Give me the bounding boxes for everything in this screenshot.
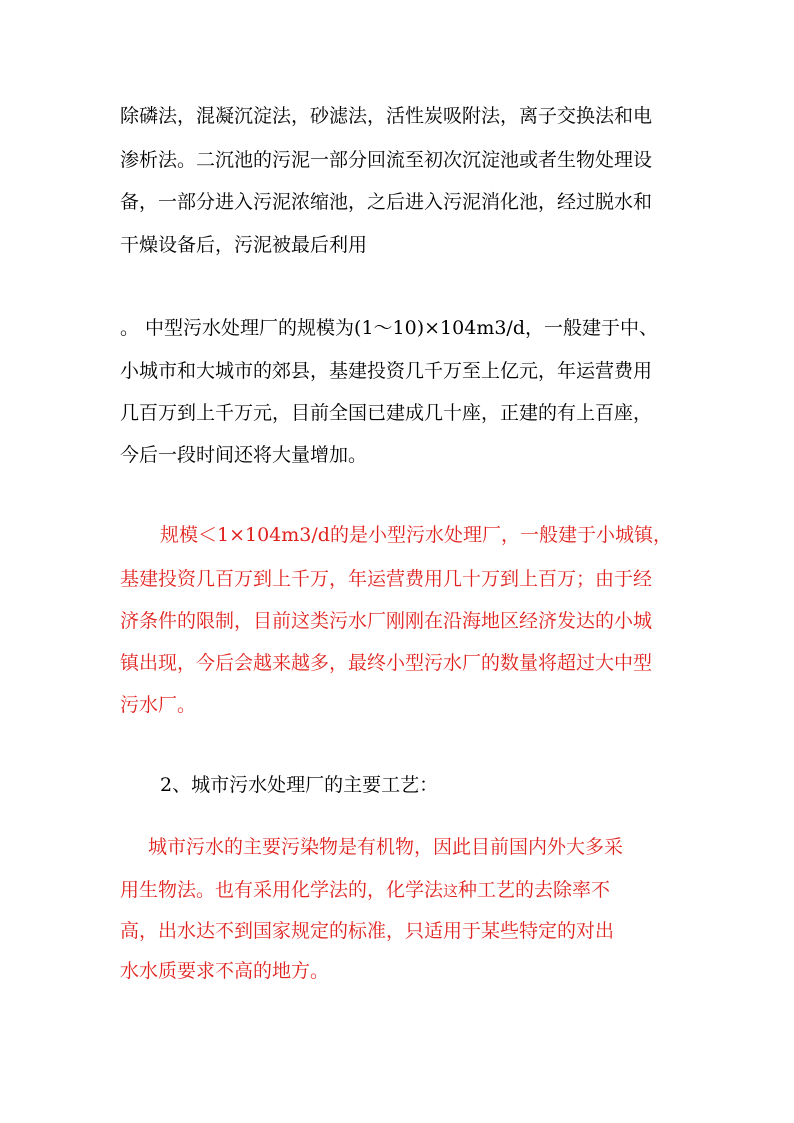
paragraph-2-line-1: 。 中型污水处理厂的规模为(1～10)×104m3/d，一般建于中、: [120, 317, 658, 339]
paragraph-3-line-5: 污水厂。: [120, 694, 197, 716]
paragraph-1-line-2: 渗析法。二沉池的污泥一部分回流至初次沉淀池或者生物处理设: [120, 149, 653, 171]
paragraph-4-line-2-part-b: 种工艺的去除率不: [458, 879, 611, 901]
paragraph-3-line-2: 基建投资几百万到上千万，年运营费用几十万到上百万；由于经: [120, 568, 653, 590]
paragraph-3-line-4: 镇出现，今后会越来越多，最终小型污水厂的数量将超过大中型: [120, 652, 653, 674]
paragraph-2-line-4: 今后一段时间还将大量增加。: [120, 444, 368, 466]
paragraph-2-line-2: 小城市和大城市的郊县，基建投资几千万至上亿元，年运营费用: [120, 360, 653, 382]
paragraph-4-line-2: [120, 878, 610, 903]
paragraph-1-line-1: 除磷法，混凝沉淀法，砂滤法，活性炭吸附法，离子交换法和电: [120, 105, 653, 127]
paragraph-1-line-4: 干燥设备后，污泥被最后利用: [120, 234, 368, 256]
paragraph-4-line-4: 水水质要求不高的地方。: [120, 960, 330, 982]
paragraph-4-line-2-small-char: 这: [443, 882, 459, 900]
paragraph-4-line-3: 高，出水达不到国家规定的标准，只适用于某些特定的对出: [120, 920, 615, 942]
paragraph-2-line-3: 几百万到上千万元，目前全国已建成几十座，正建的有上百座，: [120, 402, 653, 424]
paragraph-1-line-3: 备，一部分进入污泥浓缩池，之后进入污泥消化池，经过脱水和: [120, 191, 653, 213]
paragraph-3-line-1: 规模＜1×104m3/d的是小型污水处理厂，一般建于小城镇，: [160, 524, 672, 546]
paragraph-4-line-1: 城市污水的主要污染物是有机物，因此目前国内外大多采: [148, 836, 624, 858]
paragraph-4-line-2-part-a: 用生物法。也有采用化学法的，化学法: [120, 879, 444, 901]
paragraph-3-line-3: 济条件的限制，目前这类污水厂刚刚在沿海地区经济发达的小城: [120, 610, 653, 632]
section-heading: 2、城市污水处理厂的主要工艺：: [160, 774, 439, 796]
